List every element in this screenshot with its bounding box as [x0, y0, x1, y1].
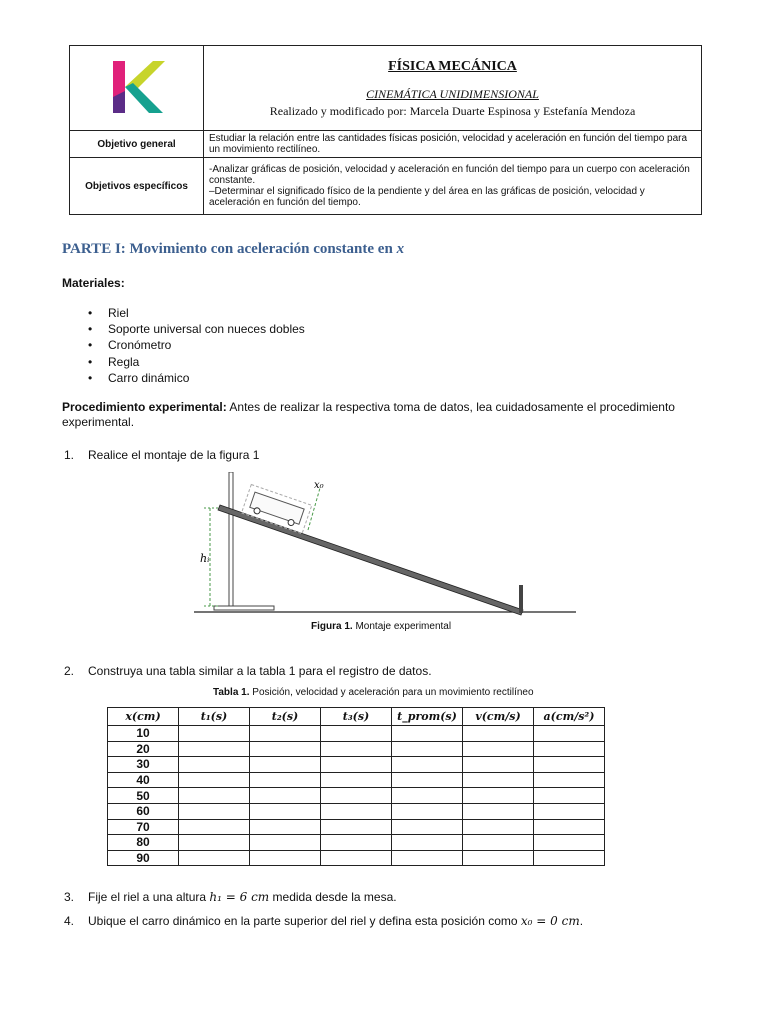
step-number: 1.: [64, 448, 75, 462]
table-row: [108, 819, 605, 835]
x0-marker: [308, 488, 320, 530]
table-cell: [250, 757, 321, 773]
authors: Realizado y modificado por: Marcela Duarte Espinosa y Estefanía Mendoza: [269, 104, 636, 118]
table-cell: [250, 726, 321, 742]
step-number: 4.: [64, 914, 75, 928]
table-cell: [250, 835, 321, 851]
logo-cell: [70, 46, 204, 131]
table-cell: [463, 803, 534, 819]
objetivo-general-text: Estudiar la relación entre las cantidades físicas posición, velocidad y aceleración en función del tiempo para un movimiento rectilíneo.: [204, 131, 702, 158]
step-2: [64, 664, 432, 678]
table-cell: [321, 772, 392, 788]
table-cell: [463, 788, 534, 804]
table-caption: [213, 687, 534, 698]
table-row: [108, 803, 605, 819]
table-cell: [250, 850, 321, 866]
table-cell: [463, 757, 534, 773]
column-header: t_prom(s): [392, 708, 463, 726]
column-header: t₁(s): [179, 708, 250, 726]
procedimiento-text-2: experimental.: [62, 415, 135, 429]
table-cell: [321, 803, 392, 819]
column-header: v(cm/s): [463, 708, 534, 726]
step-text: Construya una tabla similar a la tabla 1 para el registro de datos.: [88, 664, 432, 678]
table-cell: [534, 835, 605, 851]
materiales-label: Materiales:: [62, 276, 125, 290]
table-cell: [392, 757, 463, 773]
section-title: [62, 241, 404, 258]
objetivo-general-label: Objetivo general: [70, 131, 204, 158]
table-cell: [321, 788, 392, 804]
table-cell: [534, 772, 605, 788]
objetivo-especifico-2: –Determinar el significado físico de la pendiente y del área en las gráficas de posición, velocidad y aceleración en función del tiempo.: [209, 186, 645, 208]
table-cell: [534, 757, 605, 773]
table-row: [108, 788, 605, 804]
table-cell: [250, 741, 321, 757]
table-row: [108, 726, 605, 742]
stand-rod: [229, 472, 233, 606]
table-cell: [179, 835, 250, 851]
table-row: [108, 772, 605, 788]
table-cell: [179, 788, 250, 804]
k-logo: [107, 57, 167, 117]
table-cell: [534, 726, 605, 742]
x-value: 10: [108, 726, 179, 742]
objetivos-especificos-cell: [204, 158, 702, 215]
table-cell: [392, 850, 463, 866]
table-cell: [250, 772, 321, 788]
table-cell: [392, 835, 463, 851]
procedimiento-label: Procedimiento experimental:: [62, 400, 227, 414]
table-caption-label: Tabla 1.: [213, 687, 250, 698]
page-title: FÍSICA MECÁNICA: [388, 59, 517, 74]
x-value: 60: [108, 803, 179, 819]
table-cell: [392, 741, 463, 757]
list-item: • Riel: [108, 305, 305, 321]
x-value: 90: [108, 850, 179, 866]
table-cell: [463, 741, 534, 757]
section-title-var: x: [396, 241, 405, 257]
section-title-text: PARTE I: Movimiento con aceleración constante en: [62, 241, 397, 257]
step-text: medida desde la mesa.: [269, 890, 397, 904]
table-cell: [179, 819, 250, 835]
table-cell: [392, 772, 463, 788]
table-cell: [250, 788, 321, 804]
table-cell: [463, 850, 534, 866]
table-cell: [392, 788, 463, 804]
step-math: h₁ = 6 cm: [209, 890, 270, 904]
objetivos-especificos-label: Objetivos específicos: [70, 158, 204, 215]
x-value: 70: [108, 819, 179, 835]
list-item: • Carro dinámico: [108, 370, 305, 386]
column-header: t₂(s): [250, 708, 321, 726]
x-value: 40: [108, 772, 179, 788]
figure-1-diagram: [180, 472, 580, 617]
table-cell: [179, 757, 250, 773]
step-math: x₀ = 0 cm: [520, 914, 580, 928]
materiales-list: [62, 305, 305, 386]
logo-middle: [113, 61, 125, 97]
list-item: • Cronómetro: [108, 337, 305, 353]
table-cell: [321, 850, 392, 866]
table-row: [108, 850, 605, 866]
table-cell: [321, 757, 392, 773]
table-cell: [321, 726, 392, 742]
table-cell: [463, 772, 534, 788]
label-x0: x₀: [314, 480, 324, 491]
table-row: [108, 757, 605, 773]
x-value: 50: [108, 788, 179, 804]
list-item: • Soporte universal con nueces dobles: [108, 321, 305, 337]
list-item: • Regla: [108, 354, 305, 370]
step-text: Realice el montaje de la figura 1: [88, 448, 260, 462]
step-text: Fije el riel a una altura: [88, 890, 210, 904]
table-cell: [463, 835, 534, 851]
x-value: 30: [108, 757, 179, 773]
table-cell: [250, 819, 321, 835]
table-cell: [392, 819, 463, 835]
figure-caption-label: Figura 1.: [311, 621, 353, 632]
table-cell: [534, 850, 605, 866]
table-cell: [179, 726, 250, 742]
table-cell: [463, 726, 534, 742]
procedimiento-text: Antes de realizar la respectiva toma de datos, lea cuidadosamente el procedimiento: [226, 400, 675, 414]
table-cell: [321, 819, 392, 835]
figure-caption-text: Montaje experimental: [352, 621, 452, 632]
table-cell: [534, 819, 605, 835]
x-value: 20: [108, 741, 179, 757]
figure-caption: [311, 621, 451, 632]
step-3: [64, 890, 397, 904]
label-hi: hᵢ: [200, 552, 210, 565]
table-caption-text: Posición, velocidad y aceleración para un movimiento rectilíneo: [249, 687, 534, 698]
table-cell: [250, 803, 321, 819]
end-stop: [519, 585, 523, 613]
step-number: 2.: [64, 664, 75, 678]
table-row: [108, 741, 605, 757]
table-cell: [179, 741, 250, 757]
table-cell: [463, 819, 534, 835]
table-cell: [534, 741, 605, 757]
subtitle: CINEMÁTICA UNIDIMENSIONAL: [366, 87, 539, 101]
procedimiento-paragraph: [62, 400, 712, 430]
title-cell: [204, 46, 702, 131]
table-cell: [179, 803, 250, 819]
column-header: t₃(s): [321, 708, 392, 726]
column-header: a(cm/s²): [534, 708, 605, 726]
data-table: [107, 707, 605, 866]
column-header: x(cm): [108, 708, 179, 726]
table-cell: [534, 803, 605, 819]
rail: [218, 505, 523, 615]
step-4: [64, 914, 583, 928]
table-cell: [392, 726, 463, 742]
step-1: [64, 448, 259, 462]
table-cell: [321, 835, 392, 851]
table-cell: [392, 803, 463, 819]
step-text: Ubique el carro dinámico en la parte superior del riel y defina esta posición como: [88, 914, 521, 928]
x-value: 80: [108, 835, 179, 851]
table-cell: [179, 772, 250, 788]
step-number: 3.: [64, 890, 75, 904]
step-text: .: [579, 914, 584, 928]
stand-base: [214, 606, 274, 610]
objetivo-especifico-1: -Analizar gráficas de posición, velocidad y aceleración en función del tiempo para un cuerpo con aceleración constante.: [209, 164, 690, 186]
logo-bottom-arm: [125, 83, 163, 113]
table-row: [108, 835, 605, 851]
table-header-row: [108, 708, 605, 726]
table-cell: [321, 741, 392, 757]
table-cell: [534, 788, 605, 804]
header-table: [69, 45, 702, 215]
table-cell: [179, 850, 250, 866]
